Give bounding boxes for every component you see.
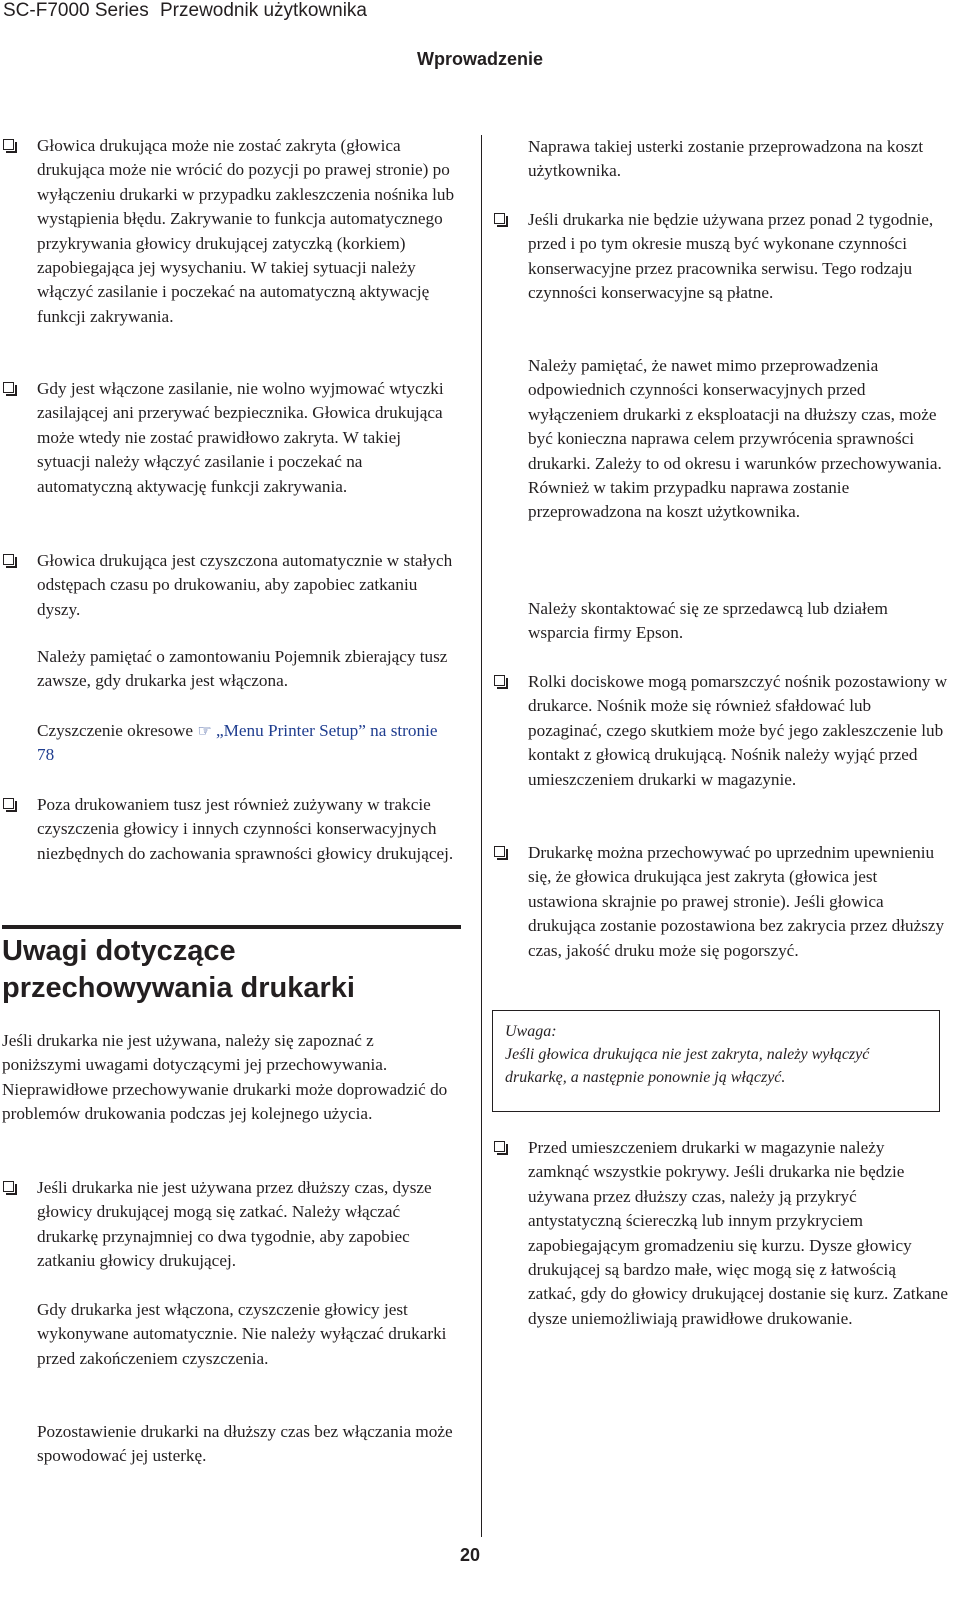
intro-paragraph: Jeśli drukarka nie jest używana, należy się zapoznać z poniższymi uwagami dotyczącymi jej przechowywania. Nieprawidłowe przechowywanie drukarki może doprowadzić do problemów drukowania podczas jej kolejnego użycia. [2, 1031, 448, 1124]
list-item: Jeśli drukarka nie jest używana przez dłuższy czas, dysze głowicy drukującej mogą się zatkać. Należy włączać drukarkę przynajmniej co dwa tygodnie, aby zapobiec zatkaniu głowicy drukującej. [37, 1176, 457, 1274]
checkbox-bullet-icon [3, 554, 14, 565]
section-heading: Uwagi dotyczące przechowywania drukarki [2, 935, 355, 1004]
paragraph: Naprawa takiej usterki zostanie przeprowadzona na koszt użytkownika. [528, 137, 924, 181]
pointing-hand-icon: ☞ [197, 721, 212, 740]
checkbox-bullet-icon [3, 382, 14, 393]
paragraph: Należy pamiętać o zamontowaniu Pojemnik zbierający tusz zawsze, gdy drukarka jest włączona. [37, 647, 448, 691]
checkbox-bullet-icon [494, 675, 505, 686]
paragraph: Należy pamiętać, że nawet mimo przeprowadzenia odpowiednich czynności konserwacyjnych przed wyłączeniem drukarki z eksploatacji na dłuższy czas, może być konieczna naprawa celem przywrócenia sprawności drukarki. Zależy to od okresu i warunków przechowywania. Również w takim przypadku naprawa zostanie przeprowadzona na koszt użytkownika. [528, 356, 942, 522]
note-title: Uwaga: [505, 1023, 557, 1040]
list-item: Drukarkę można przechowywać po uprzednim upewnieniu się, że głowica drukująca jest zakryta (głowica jest ustawiona skrajnie po prawej stronie). Jeśli głowica drukująca zostanie pozostawiona bez zakrycia przez dłuższy czas, jakość druku może się pogorszyć. [528, 841, 948, 963]
checkbox-bullet-icon [3, 1181, 14, 1192]
cross-reference [37, 719, 457, 768]
list-item: Głowica drukująca może nie zostać zakryta (głowica drukująca może nie wrócić do pozycji po prawej stronie) po wyłączeniu drukarki w przypadku zakleszczenia nośnika lub wystąpienia błędu. Zakrywanie to funkcja automatycznego przykrywania głowicy drukującej zatyczką (korkiem) zapobiegająca jej wysychaniu. W takiej sytuacji należy włączyć zasilanie i poczekać na automatyczną aktywację funkcji zakrywania. [37, 134, 457, 329]
guide-title: Przewodnik użytkownika [160, 0, 367, 21]
list-item: Jeśli drukarka nie będzie używana przez ponad 2 tygodnie, przed i po tym okresie muszą być wykonane czynności konserwacyjne przez pracownika serwisu. Tego rodzaju czynności konserwacyjne są płatne. [528, 208, 948, 306]
reference-prefix: Czyszczenie okresowe [37, 721, 194, 740]
checkbox-bullet-icon [3, 798, 14, 809]
column-divider [481, 135, 482, 1537]
checkbox-bullet-icon [494, 1141, 505, 1152]
section-title: Wprowadzenie [416, 49, 543, 69]
paragraph: Pozostawienie drukarki na dłuższy czas bez włączania może spowodować jej usterkę. [37, 1422, 453, 1466]
paragraph: Gdy drukarka jest włączona, czyszczenie głowicy jest wykonywane automatycznie. Nie należy wyłączać drukarki przed zakończeniem czyszczenia. [37, 1300, 447, 1368]
list-item: Głowica drukująca jest czyszczona automatycznie w stałych odstępach czasu po drukowaniu, aby zapobiec zatkaniu dyszy. [37, 549, 457, 622]
list-item: Gdy jest włączone zasilanie, nie wolno wyjmować wtyczki zasilającej ani przerywać bezpiecznika. Głowica drukująca może wtedy nie zostać prawidłowo zakryta. W takiej sytuacji należy włączyć zasilanie i poczekać na automatyczną aktywację funkcji zakrywania. [37, 377, 457, 499]
checkbox-bullet-icon [3, 139, 14, 150]
paragraph: Należy skontaktować się ze sprzedawcą lub działem wsparcia firmy Epson. [528, 599, 888, 643]
menu-printer-setup-link[interactable]: „Menu Printer Setup” na stronie 78 [37, 721, 438, 765]
list-item: Rolki dociskowe mogą pomarszczyć nośnik pozostawiony w drukarce. Nośnik może się również sfałdować lub pozaginać, czego skutkiem może być jego zakleszczenie lub kontakt z głowicą drukującą. Nośnik należy wyjąć przed umieszczeniem drukarki w magazynie. [528, 670, 948, 792]
list-item: Przed umieszczeniem drukarki w magazynie należy zamknąć wszystkie pokrywy. Jeśli drukarka nie będzie używana przez dłuższy czas, należy ją przykryć antystatyczną ściereczką lub innym przykryciem zapobiegającym gromadzeniu się kurzu. Dysze głowicy drukującej są bardzo małe, więc mogą się z łatwością zatkać, gdy do głowicy drukującej dostanie się kurz. Zatkane dysze uniemożliwiają prawidłowe drukowanie. [528, 1136, 948, 1331]
note-box [492, 1010, 940, 1112]
page-number: 20 [459, 1545, 481, 1565]
checkbox-bullet-icon [494, 846, 505, 857]
product-series: SC-F7000 Series [3, 0, 149, 21]
checkbox-bullet-icon [494, 213, 505, 224]
heading-rule [2, 925, 461, 929]
list-item: Poza drukowaniem tusz jest również zużywany w trakcie czyszczenia głowicy i innych czynności konserwacyjnych niezbędnych do zachowania sprawności głowicy drukującej. [37, 793, 457, 866]
note-text: Jeśli głowica drukująca nie jest zakryta, należy wyłączyć drukarkę, a następnie ponownie ją włączyć. [505, 1046, 870, 1086]
